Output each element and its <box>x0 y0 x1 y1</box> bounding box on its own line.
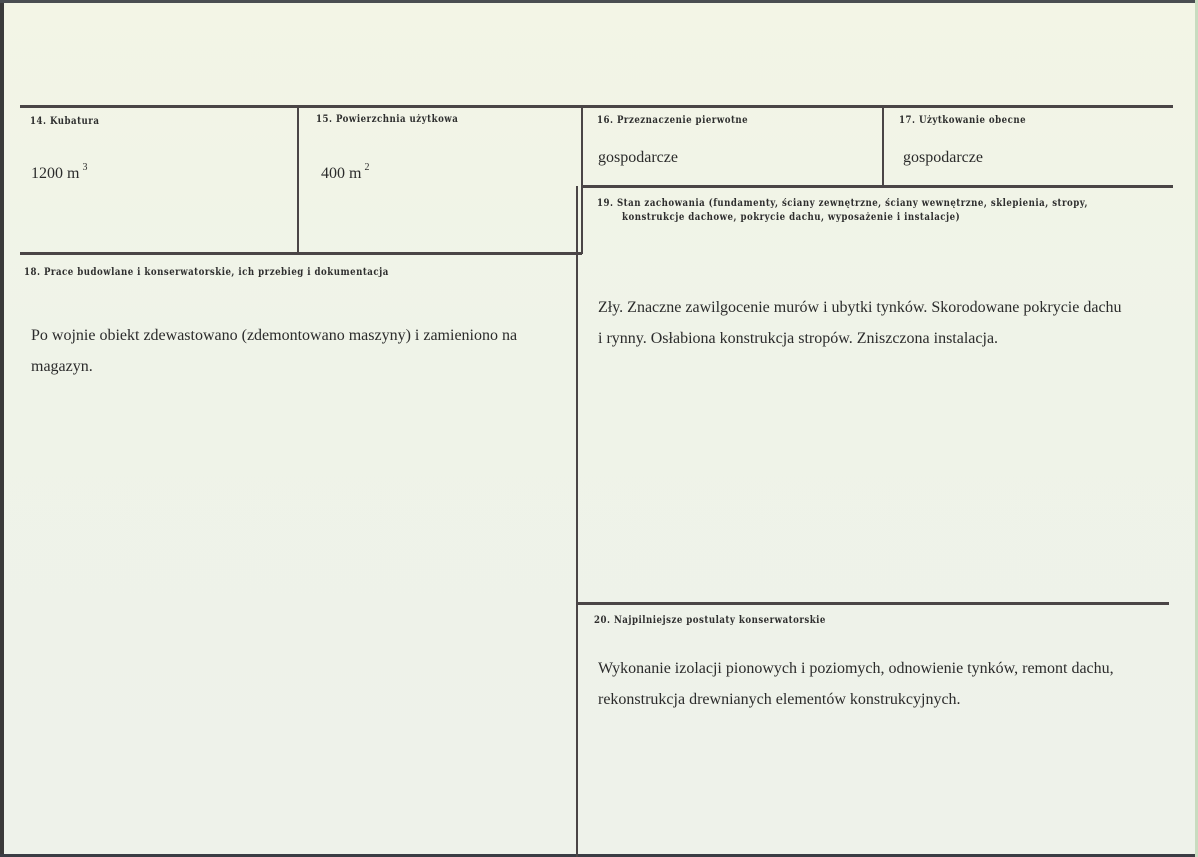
powierzchnia-exponent: 2 <box>364 162 370 173</box>
kubatura-value: 1200 m <box>31 165 80 182</box>
field-19-line-1: Zły. Znaczne zawilgocenie murów i ubytki tynków. Skorodowane pokrycie dachu <box>598 299 1122 316</box>
field-17-value: gospodarcze <box>903 149 983 166</box>
field-16-label: 16. Przeznaczenie pierwotne <box>597 114 749 126</box>
form-sheet <box>4 3 1195 854</box>
field-14-value <box>31 162 87 183</box>
kubatura-exponent: 3 <box>82 162 88 173</box>
field-16-value: gospodarcze <box>598 149 678 166</box>
field-18-text <box>31 320 517 382</box>
field-18-line-1: Po wojnie obiekt zdewastowano (zdemontowano maszyny) i zamieniono na <box>31 327 518 344</box>
field-19-label-line-1: 19. Stan zachowania (fundamenty, ściany zewnętrzne, ściany wewnętrzne, sklepienia, stropy, <box>597 197 1088 209</box>
rule-below-16-17 <box>581 185 1173 188</box>
field-19-label-line-2: konstrukcje dachowe, pokrycie dachu, wyposażenie i instalacje) <box>622 211 961 223</box>
rule-divider-14-15 <box>297 106 299 254</box>
field-14-label: 14. Kubatura <box>30 115 100 127</box>
rule-top <box>20 105 1173 108</box>
field-20-label: 20. Najpilniejsze postulaty konserwatorskie <box>594 614 826 626</box>
field-17-label: 17. Użytkowanie obecne <box>899 114 1027 126</box>
rule-below-14-15 <box>20 252 582 255</box>
field-20-text <box>598 653 1114 715</box>
field-18-label: 18. Prace budowlane i konserwatorskie, ich przebieg i dokumentacja <box>24 266 389 278</box>
field-15-value <box>321 162 369 183</box>
rule-center-upper <box>581 106 583 254</box>
rule-above-20 <box>577 602 1169 605</box>
field-19-line-2: i rynny. Osłabiona konstrukcja stropów. Zniszczona instalacja. <box>598 330 999 347</box>
rule-center-lower <box>576 186 578 857</box>
scan-edge-top <box>0 0 1198 3</box>
rule-divider-16-17 <box>882 106 884 187</box>
field-20-line-1: Wykonanie izolacji pionowych i poziomych, odnowienie tynków, remont dachu, <box>598 660 1114 677</box>
field-18-line-2: magazyn. <box>31 358 93 375</box>
powierzchnia-value: 400 m <box>321 165 362 182</box>
field-15-label: 15. Powierzchnia użytkowa <box>316 113 459 125</box>
field-19-text <box>598 292 1122 354</box>
field-20-line-2: rekonstrukcja drewnianych elementów konstrukcyjnych. <box>598 691 961 708</box>
